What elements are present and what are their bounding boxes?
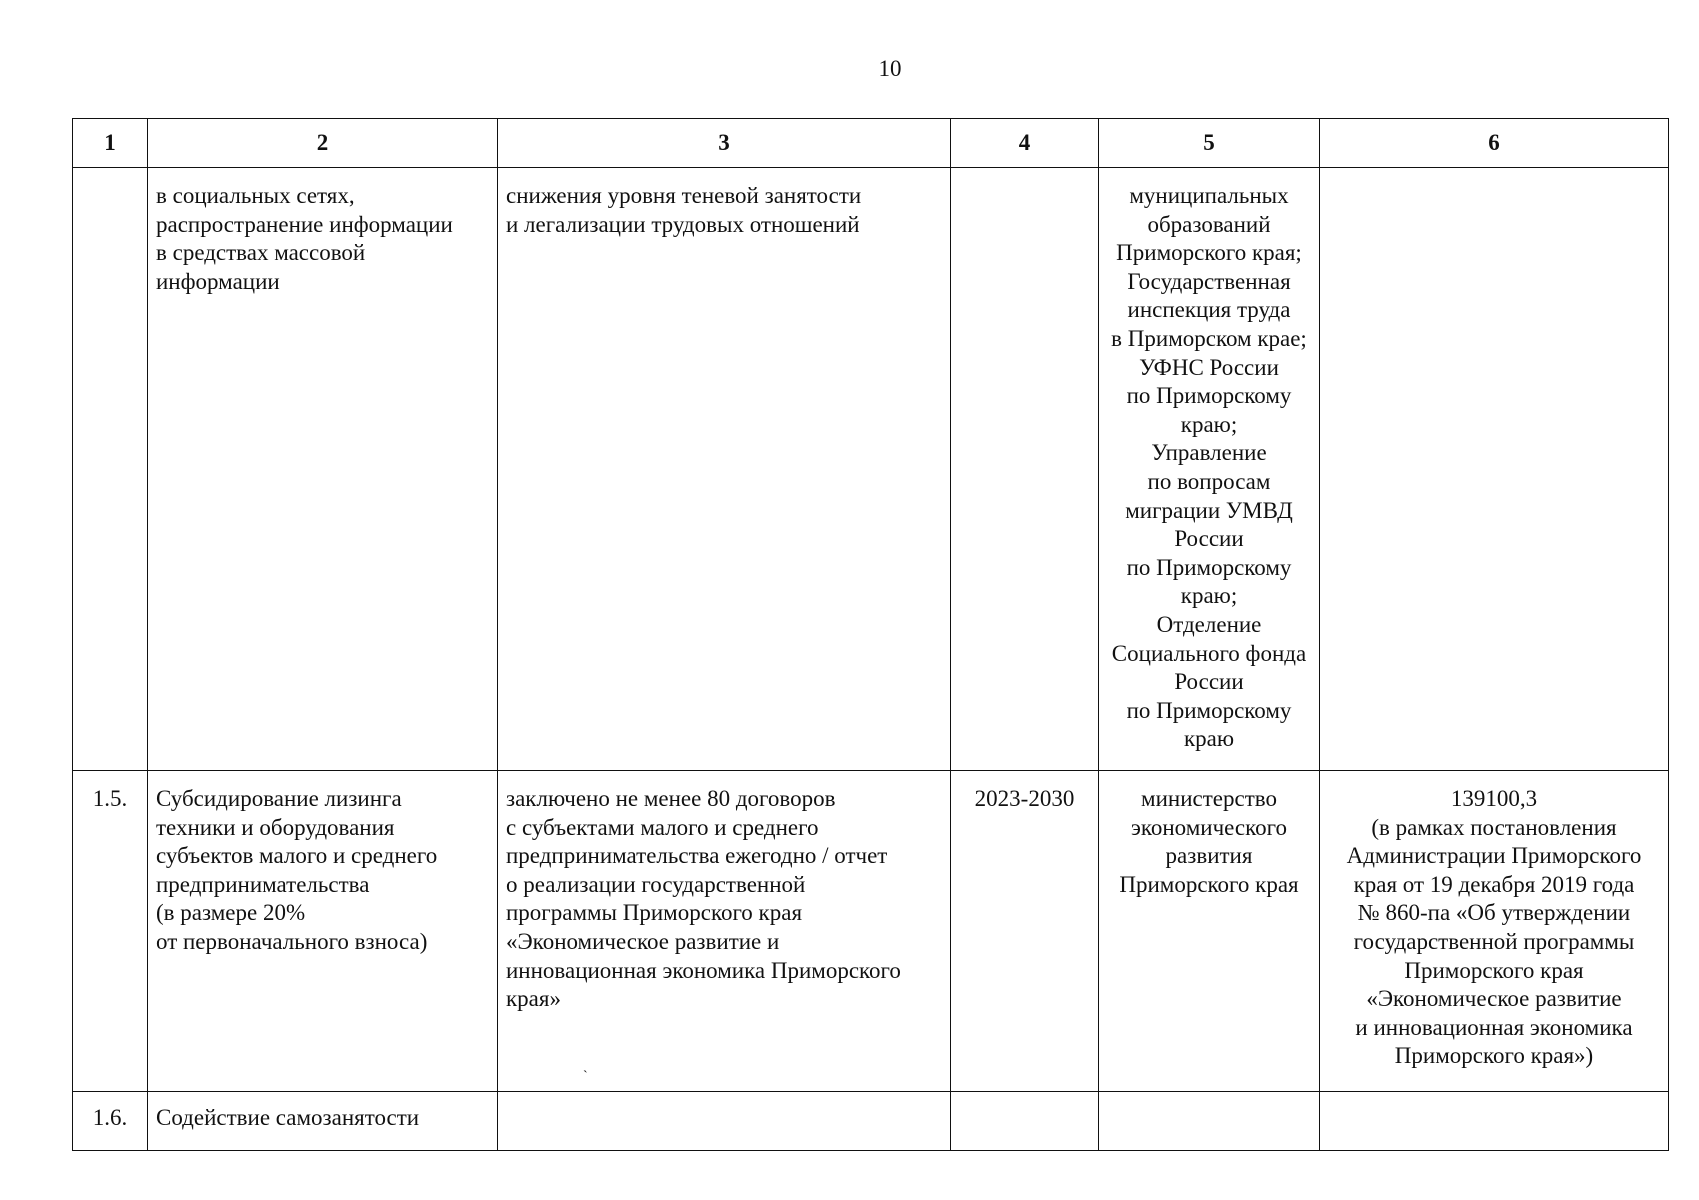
measure-cell: в социальных сетях, распространение информации в средствах массовой информации	[148, 168, 498, 771]
executor-cell: муниципальных образований Приморского края; Государственная инспекция труда в Приморском крае; УФНС России по Приморскому краю; Управление по вопросам миграции УМВД России по Приморскому краю; Отделение Социального фонда России по Приморскому краю	[1099, 168, 1320, 771]
header-col-1: 1	[73, 119, 148, 168]
period-cell	[951, 168, 1099, 771]
period-cell: 2023-2030	[951, 771, 1099, 1092]
page-number: 10	[878, 56, 902, 81]
result-cell: снижения уровня теневой занятости и легализации трудовых отношений	[498, 168, 951, 771]
table-row	[73, 771, 1669, 1092]
executor-cell: министерство экономического развития Приморского края	[1099, 771, 1320, 1092]
table-row	[73, 1092, 1669, 1151]
header-col-3: 3	[498, 119, 951, 168]
row-number: 1.5.	[73, 771, 148, 1092]
measure-cell: Содействие самозанятости	[148, 1092, 498, 1151]
row-number	[73, 168, 148, 771]
funding-cell: 139100,3 (в рамках постановления Администрации Приморского края от 19 декабря 2019 года № 860-па «Об утверждении государственной программы Приморского края «Экономическое развитие и инновационная экономика Приморского края»)	[1320, 771, 1669, 1092]
table-row	[73, 168, 1669, 771]
header-col-2: 2	[148, 119, 498, 168]
funding-cell	[1320, 168, 1669, 771]
scan-speck: ˋ	[583, 1069, 588, 1084]
row-number: 1.6.	[73, 1092, 148, 1151]
header-col-5: 5	[1099, 119, 1320, 168]
executor-cell	[1099, 1092, 1320, 1151]
table-header-row	[73, 119, 1669, 168]
header-col-6: 6	[1320, 119, 1669, 168]
funding-cell	[1320, 1092, 1669, 1151]
measure-cell: Субсидирование лизинга техники и оборудования субъектов малого и среднего предпринимательства (в размере 20% от первоначального взноса)	[148, 771, 498, 1092]
header-col-4: 4	[951, 119, 1099, 168]
result-cell	[498, 1092, 951, 1151]
result-cell: заключено не менее 80 договоров с субъектами малого и среднего предпринимательства ежегодно / отчет о реализации государственной программы Приморского края «Экономическое развитие и инновационная экономика Приморского края»	[498, 771, 951, 1092]
measures-table	[72, 118, 1669, 1151]
period-cell	[951, 1092, 1099, 1151]
